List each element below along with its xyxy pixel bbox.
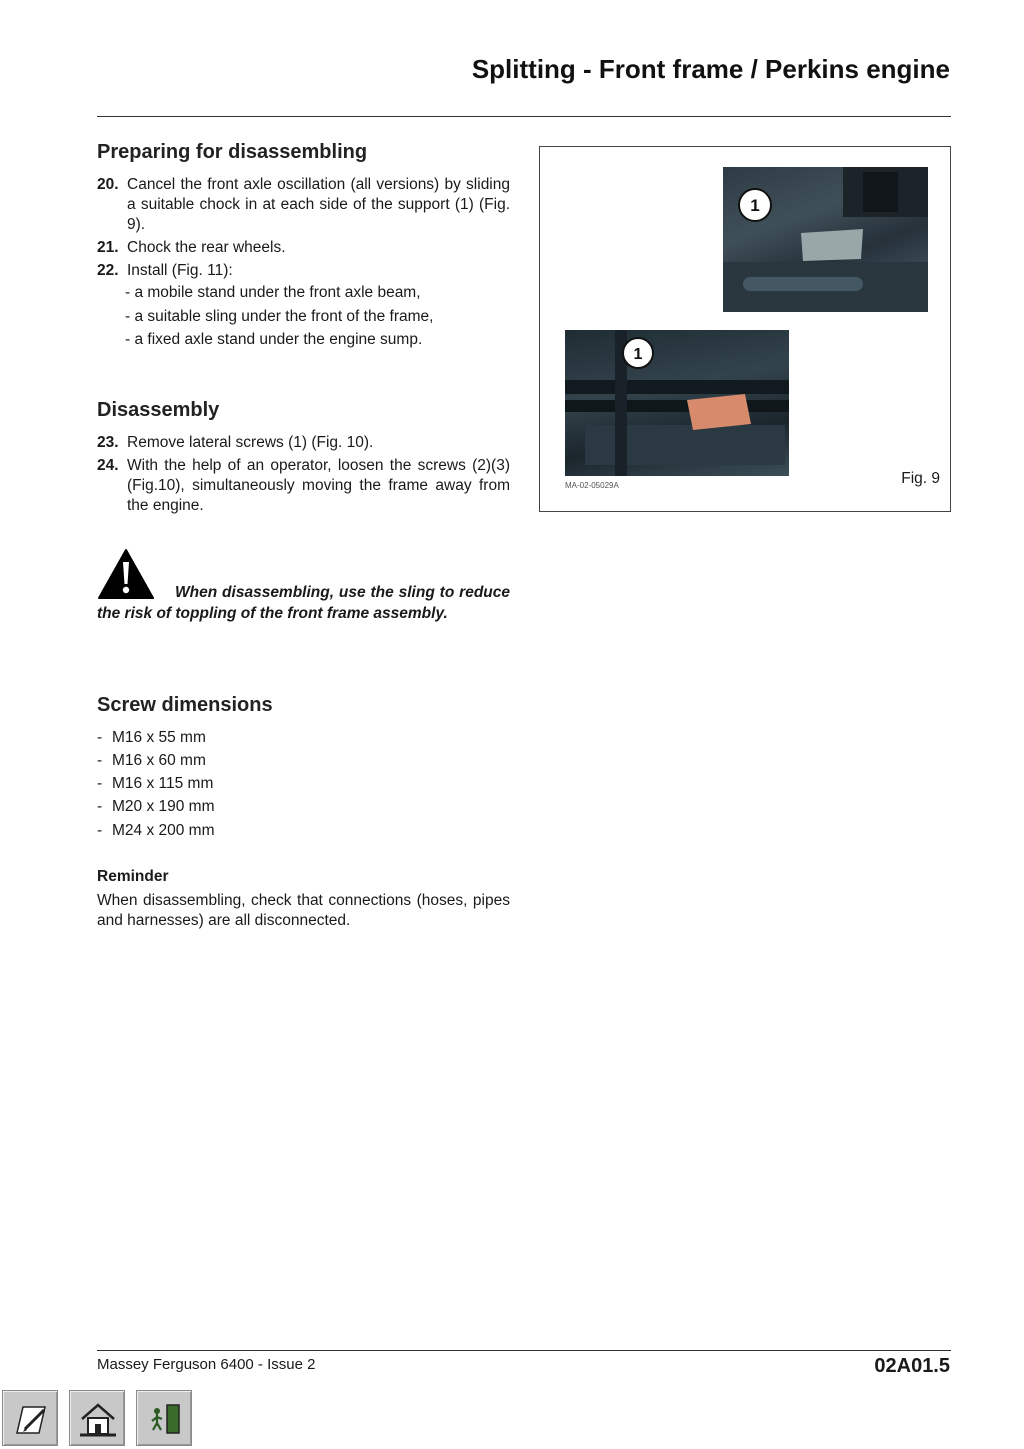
step-number: 23. — [97, 434, 119, 451]
home-icon — [78, 1399, 118, 1439]
screw-dimension-item: - M24 x 200 mm — [97, 822, 215, 839]
reminder-title: Reminder — [97, 868, 169, 885]
heading-screw-dimensions: Screw dimensions — [97, 694, 273, 716]
step-number: 21. — [97, 239, 119, 256]
exit-door-icon — [145, 1399, 185, 1439]
step-23 — [97, 433, 510, 453]
sub-item-mobile-stand: - a mobile stand under the front axle beam, — [125, 284, 421, 301]
sub-item-axle-stand: - a fixed axle stand under the engine sump. — [125, 331, 423, 348]
callout-label: 1 — [750, 196, 760, 215]
reminder-text: When disassembling, check that connections (hoses, pipes and harnesses) are all disconnected. — [97, 892, 510, 929]
warning-text: When disassembling, use the sling to reduce the risk of toppling of the front frame assembly. — [97, 584, 510, 622]
figure-photo-top — [723, 167, 928, 312]
page-title: Splitting - Front frame / Perkins engine — [471, 54, 950, 84]
photo-top-illustration — [723, 167, 928, 312]
screw-dimension-value: M16 x 115 mm — [112, 775, 214, 792]
heading-preparing: Preparing for disassembling — [97, 141, 368, 163]
step-20 — [97, 175, 510, 235]
warning-block — [97, 548, 510, 648]
figure-photo-bottom — [565, 330, 789, 476]
screw-dimension-value: M16 x 55 mm — [112, 729, 206, 746]
footer-manual-issue: Massey Ferguson 6400 - Issue 2 — [97, 1356, 316, 1373]
heading-disassembly: Disassembly — [97, 399, 220, 421]
footer-page-code: 02A01.5 — [874, 1355, 950, 1377]
figure-9 — [539, 146, 951, 512]
footer-rule — [97, 1350, 951, 1351]
screw-dimension-item: - M16 x 115 mm — [97, 775, 214, 792]
step-text: Install (Fig. 11): — [127, 262, 233, 279]
step-21 — [97, 238, 510, 258]
screw-dimension-value: M20 x 190 mm — [112, 798, 215, 815]
step-text: Remove lateral screws (1) (Fig. 10). — [127, 434, 374, 451]
screw-dimension-value: M24 x 200 mm — [112, 822, 215, 839]
notepad-pencil-icon — [11, 1399, 51, 1439]
sub-item-sling: - a suitable sling under the front of the frame, — [125, 308, 434, 325]
step-number: 22. — [97, 262, 119, 279]
step-text: Chock the rear wheels. — [127, 239, 286, 256]
screw-dimension-item: - M16 x 60 mm — [97, 752, 206, 769]
figure-label: Fig. 9 — [901, 470, 940, 487]
step-22 — [97, 261, 510, 281]
step-number: 24. — [97, 457, 119, 474]
photo-bottom-illustration — [565, 330, 789, 476]
step-text: With the help of an operator, loosen the screws (2)(3) (Fig.10), simultaneously moving the frame away from the engine. — [127, 457, 510, 514]
header-rule — [97, 116, 951, 117]
exit-button[interactable] — [136, 1390, 192, 1446]
home-button[interactable] — [69, 1390, 125, 1446]
screw-dimension-item: - M20 x 190 mm — [97, 798, 215, 815]
step-number: 20. — [97, 176, 119, 193]
screw-dimension-value: M16 x 60 mm — [112, 752, 206, 769]
step-text: Cancel the front axle oscillation (all versions) by sliding a suitable chock in at each side of the support (1) (Fig. 9). — [127, 176, 510, 233]
callout-label: 1 — [633, 346, 643, 363]
figure-reference-code: MA-02-05029A — [565, 481, 619, 490]
notes-button[interactable] — [2, 1390, 58, 1446]
step-24 — [97, 456, 510, 516]
screw-dimension-item: - M16 x 55 mm — [97, 729, 206, 746]
